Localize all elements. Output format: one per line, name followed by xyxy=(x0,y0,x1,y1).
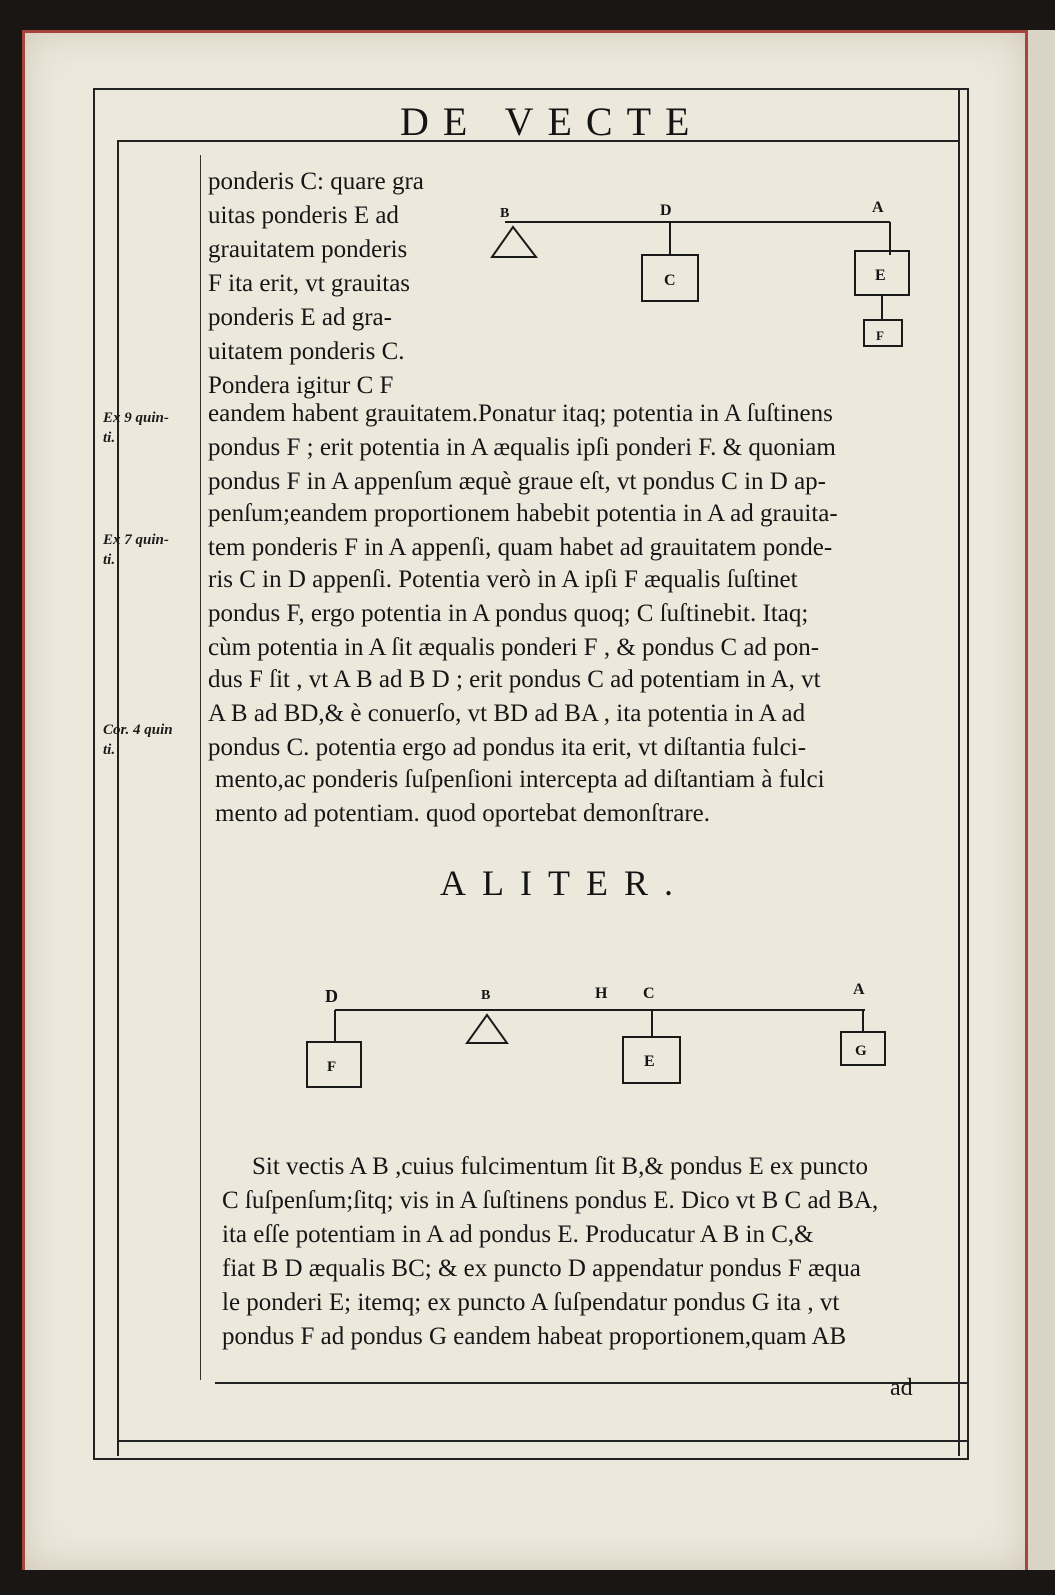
side-note xyxy=(103,530,169,570)
frame-right-rule xyxy=(958,88,960,1456)
side-note-line: Cor. 4 quin xyxy=(103,722,173,738)
text-line: ponderis C: quare gra xyxy=(208,168,424,195)
text-line: A B ad BD,& è conuerſo, vt BD ad BA , ita potentia in A ad xyxy=(208,700,806,727)
side-note xyxy=(103,720,173,760)
point-label: H xyxy=(595,985,608,1002)
catchword: ad xyxy=(890,1375,913,1401)
point-label: E xyxy=(875,267,886,284)
text-line: grauitatem ponderis xyxy=(208,236,408,263)
point-label: D xyxy=(325,986,338,1006)
text-line: tem ponderis F in A appenſi, quam habet ad grauitatem ponde- xyxy=(208,534,833,561)
point-label: A xyxy=(853,981,865,998)
text-bottom-rule xyxy=(215,1382,967,1384)
point-label: B xyxy=(481,988,491,1003)
page-top-edge xyxy=(22,30,1027,33)
section-title: ALITER. xyxy=(440,863,689,903)
text-line: Sit vectis A B ,cuius fulcimentum ſit B,& pondus E ex puncto xyxy=(252,1153,868,1180)
text-line: pondus F, ergo potentia in A pondus quoq; C ſuſtinebit. Itaq; xyxy=(208,600,809,627)
fulcrum-triangle xyxy=(492,227,536,257)
text-column-rule xyxy=(200,155,201,1380)
lever-diagram-2 xyxy=(295,980,905,1100)
text-line: pondus F ; erit potentia in A æqualis ipſi ponderi F. & quoniam xyxy=(208,434,836,461)
side-note xyxy=(103,408,169,448)
facing-page-edge xyxy=(1025,30,1055,1570)
text-line: le ponderi E; itemq; ex puncto A ſuſpendatur pondus G ita , vt xyxy=(222,1289,840,1316)
text-line: uitas ponderis E ad xyxy=(208,202,399,229)
text-line: cùm potentia in A ſit æqualis ponderi F , & pondus C ad pon- xyxy=(208,634,820,661)
page-left-edge xyxy=(22,30,25,1570)
text-line: dus F ſit , vt A B ad B D ; erit pondus C ad potentiam in A, vt xyxy=(208,666,821,693)
text-line: mento,ac ponderis ſuſpenſioni intercepta ad diſtantiam à fulci xyxy=(215,766,825,793)
text-line: F ita erit, vt grauitas xyxy=(208,270,411,297)
side-note-line: ti. xyxy=(103,742,116,758)
fulcrum-triangle xyxy=(467,1015,507,1043)
text-line: uitatem ponderis C. xyxy=(208,338,405,365)
frame-bottom-rule xyxy=(118,1440,968,1442)
point-label: C xyxy=(643,985,655,1002)
text-line: ita eſſe potentiam in A ad pondus E. Producatur A B in C,& xyxy=(222,1221,814,1248)
point-label: B xyxy=(500,206,510,221)
point-label: F xyxy=(876,328,884,343)
text-line: ris C in D appenſi. Potentia verò in A ipſi F æqualis ſuſtinet xyxy=(208,566,798,593)
lever-diagram-1 xyxy=(470,185,950,365)
side-note-line: Ex 7 quin- xyxy=(103,532,169,548)
point-label: E xyxy=(644,1053,655,1070)
text-line: C ſuſpenſum;ſitq; vis in A ſuſtinens pondus E. Dico vt B C ad BA, xyxy=(222,1187,879,1214)
text-line: penſum;eandem proportionem habebit potentia in A ad grauita- xyxy=(208,500,838,527)
text-line: fiat B D æqualis BC; & ex puncto D appendatur pondus F æqua xyxy=(222,1255,861,1282)
point-label: C xyxy=(664,272,676,289)
text-line: eandem habent grauitatem.Ponatur itaq; potentia in A ſuſtinens xyxy=(208,400,833,427)
text-line: ponderis E ad gra- xyxy=(208,304,392,331)
text-line: Pondera igitur C F xyxy=(208,372,394,399)
text-line: pondus F in A appenſum æquè graue eſt, vt pondus C in D ap- xyxy=(208,468,827,495)
side-note-line: Ex 9 quin- xyxy=(103,410,169,426)
running-head: DE VECTE xyxy=(400,99,704,144)
side-note-line: ti. xyxy=(103,552,116,568)
point-label: D xyxy=(660,202,672,219)
margin-rule xyxy=(117,140,119,1456)
text-line: pondus F ad pondus G eandem habeat proportionem,quam AB xyxy=(222,1323,847,1350)
text-line: pondus C. potentia ergo ad pondus ita erit, vt diſtantia fulci- xyxy=(208,734,807,761)
side-note-line: ti. xyxy=(103,430,116,446)
text-line: mento ad potentiam. quod oportebat demonſtrare. xyxy=(215,800,710,827)
point-label: G xyxy=(855,1043,867,1059)
point-label: A xyxy=(872,199,884,216)
point-label: F xyxy=(327,1059,337,1075)
